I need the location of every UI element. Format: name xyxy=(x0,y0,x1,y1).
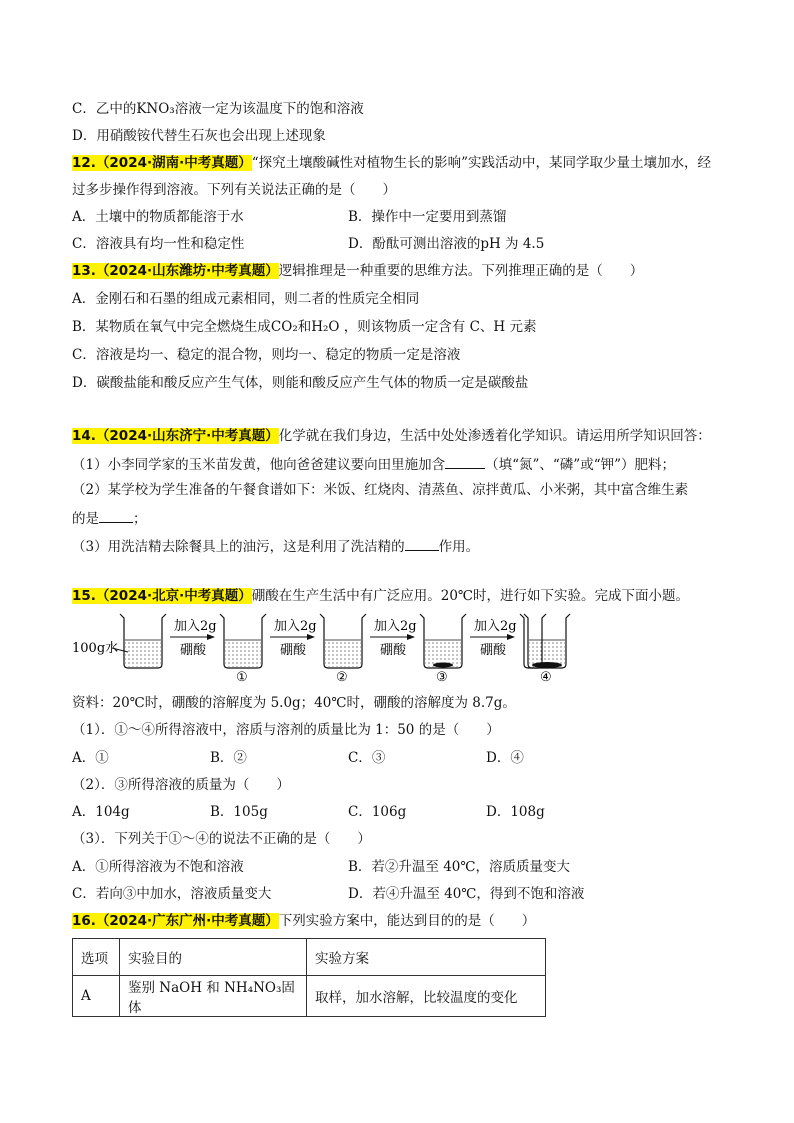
q15-sub1-option-d: D．④ xyxy=(486,750,524,766)
q15-sub2-stem: （2）．③所得溶液的质量为（ ） xyxy=(72,777,290,793)
arrow-1-bottom-label: 硼酸 xyxy=(180,643,207,658)
q12-stem-text: “探究土壤酸碱性对植物生长的影响”实践活动中，某同学取少量土壤加水，经 xyxy=(251,155,712,171)
q12-option-c: C．溶液具有均一性和稳定性 xyxy=(72,236,245,252)
q15-sub3-option-d: D．若④升温至 40℃，得到不饱和溶液 xyxy=(348,886,585,902)
arrow-3-bottom-label: 硼酸 xyxy=(380,643,407,658)
q16-table xyxy=(72,938,546,1017)
q16-stem-text: 下列实验方案中，能达到目的的是（ ） xyxy=(278,913,536,929)
table-cell: A xyxy=(73,976,120,1017)
arrow-3-top-label: 加入2g xyxy=(374,619,417,634)
q14-blank-1[interactable] xyxy=(445,454,485,469)
beaker-2-label: ② xyxy=(336,670,348,682)
q14-stem-text: 化学就在我们身边，生活中处处渗透着化学知识。请运用所学知识回答： xyxy=(278,428,711,444)
q15-sub3-option-a: A．①所得溶液为不饱和溶液 xyxy=(72,859,244,875)
q16-stem xyxy=(72,912,535,930)
beaker-4-label: ④ xyxy=(540,670,552,682)
q14-part2-text: 的是 xyxy=(72,511,99,527)
q14-source-tag: 14.（2024·山东济宁·中考真题） xyxy=(72,428,279,444)
beaker-diagram xyxy=(72,610,552,682)
q14-part2: （2）某学校为学生准备的午餐食谱如下：米饭、红烧肉、清蒸鱼、凉拌黄瓜、小米粥，其中富含维生素 xyxy=(72,482,689,498)
q15-sub2-option-b: B．105g xyxy=(210,804,268,820)
beaker-1 xyxy=(220,614,266,682)
q14-part2-tail: ； xyxy=(133,511,147,527)
q14-part1-tail: （填“氮”、“磷”或“钾”）肥料； xyxy=(485,457,676,473)
arrow-4-bottom-label: 硼酸 xyxy=(480,643,507,658)
q15-sub1-stem: （1）．①～④所得溶液中，溶质与溶剂的质量比为 1：50 的是（ ） xyxy=(72,722,500,738)
q13-option-d: D．碳酸盐能和酸反应产生气体，则能和酸反应产生气体的物质一定是碳酸盐 xyxy=(72,375,529,391)
table-header-cell: 实验方案 xyxy=(307,939,546,976)
q15-sub3-stem: （3）．下列关于①～④的说法不正确的是（ ） xyxy=(72,831,371,847)
q15-note: 资料：20℃时，硼酸的溶解度为 5.0g；40℃时，硼酸的溶解度为 8.7g。 xyxy=(72,695,516,711)
q14-blank-3[interactable] xyxy=(405,536,439,551)
q13-source-tag: 13.（2024·山东潍坊·中考真题） xyxy=(72,263,279,279)
q13-option-c: C．溶液是均一、稳定的混合物，则均一、稳定的物质一定是溶液 xyxy=(72,347,461,363)
precipitate-large xyxy=(532,662,562,668)
arrow-step-1 xyxy=(170,618,217,658)
q15-sub1-option-a: A．① xyxy=(72,750,109,766)
q12-option-b: B．操作中一定要用到蒸馏 xyxy=(348,209,507,225)
arrow-2-bottom-label: 硼酸 xyxy=(280,643,307,658)
q15-sub1-option-b: B．② xyxy=(210,750,247,766)
table-row xyxy=(73,976,546,1017)
q14-blank-2[interactable] xyxy=(99,508,133,523)
water-label: 100g水 xyxy=(72,641,119,656)
q15-stem xyxy=(72,587,689,605)
beaker-3 xyxy=(420,614,466,682)
table-header-cell: 选项 xyxy=(73,939,120,976)
table-header-row xyxy=(73,939,546,976)
q15-sub3-option-b: B．若②升温至 40℃，溶质质量变大 xyxy=(348,859,570,875)
q14-part1-text: （1）小李同学家的玉米苗发黄，他向爸爸建议要向田里施加含 xyxy=(72,457,446,473)
beaker-2 xyxy=(320,614,366,682)
q13-stem-text: 逻辑推理是一种重要的思维方法。下列推理正确的是（ ） xyxy=(278,263,644,279)
q15-sub2-option-d: D．108g xyxy=(486,804,545,820)
q15-source-tag: 15.（2024·北京·中考真题） xyxy=(72,588,252,604)
q15-stem-text: 硼酸在生产生活中有广泛应用。20℃时，进行如下实验。完成下面小题。 xyxy=(251,588,690,604)
precipitate-small xyxy=(433,663,453,668)
beaker-3-label: ③ xyxy=(436,670,448,682)
q13-stem xyxy=(72,262,643,280)
q12-source-tag: 12.（2024·湖南·中考真题） xyxy=(72,155,252,171)
arrow-step-2 xyxy=(270,618,317,658)
q13-option-b: B．某物质在氧气中完全燃烧生成CO₂和H₂O ，则该物质一定含有 C、H 元素 xyxy=(72,319,537,335)
q14-stem xyxy=(72,427,711,445)
beaker-4-wrap xyxy=(520,610,576,682)
arrow-step-3 xyxy=(370,618,417,658)
q14-part3-text: （3）用洗洁精去除餐具上的油污，这是利用了洗洁精的 xyxy=(72,539,405,555)
q15-sub2-option-c: C．106g xyxy=(348,804,407,820)
q12-stem-line1 xyxy=(72,154,711,172)
q11-option-c: C．乙中的KNO₃溶液一定为该温度下的饱和溶液 xyxy=(72,101,364,117)
q15-sub2-option-a: A．104g xyxy=(72,804,130,820)
table-cell: 取样，加水溶解，比较温度的变化 xyxy=(307,976,546,1017)
q15-sub3-option-c: C．若向③中加水，溶液质量变大 xyxy=(72,886,272,902)
q12-option-d: D．酚酞可测出溶液的pH 为 4.5 xyxy=(348,236,545,252)
q11-option-d: D．用硝酸铵代替生石灰也会出现上述现象 xyxy=(72,128,326,144)
q16-source-tag: 16.（2024·广东广州·中考真题） xyxy=(72,913,279,929)
q14-part3 xyxy=(72,536,479,556)
arrow-4-top-label: 加入2g xyxy=(474,619,517,634)
q12-stem-line2: 过多步操作得到溶液。下列有关说法正确的是（ ） xyxy=(72,182,396,198)
table-cell: 鉴别 NaOH 和 NH₄NO₃固体 xyxy=(120,976,307,1017)
q12-option-a: A．土壤中的物质都能溶于水 xyxy=(72,209,244,225)
beaker-1-label: ① xyxy=(236,670,248,682)
q15-sub1-option-c: C．③ xyxy=(348,750,386,766)
arrow-1-top-label: 加入2g xyxy=(174,619,217,634)
q14-part2-cont xyxy=(72,508,147,528)
arrow-step-4 xyxy=(470,618,517,658)
q14-part1 xyxy=(72,454,675,474)
table-header-cell: 实验目的 xyxy=(120,939,307,976)
beaker-initial xyxy=(120,614,166,668)
arrow-2-top-label: 加入2g xyxy=(274,619,317,634)
q14-part3-tail: 作用。 xyxy=(438,539,480,555)
q13-option-a: A．金刚石和石墨的组成元素相同，则二者的性质完全相同 xyxy=(72,291,420,307)
